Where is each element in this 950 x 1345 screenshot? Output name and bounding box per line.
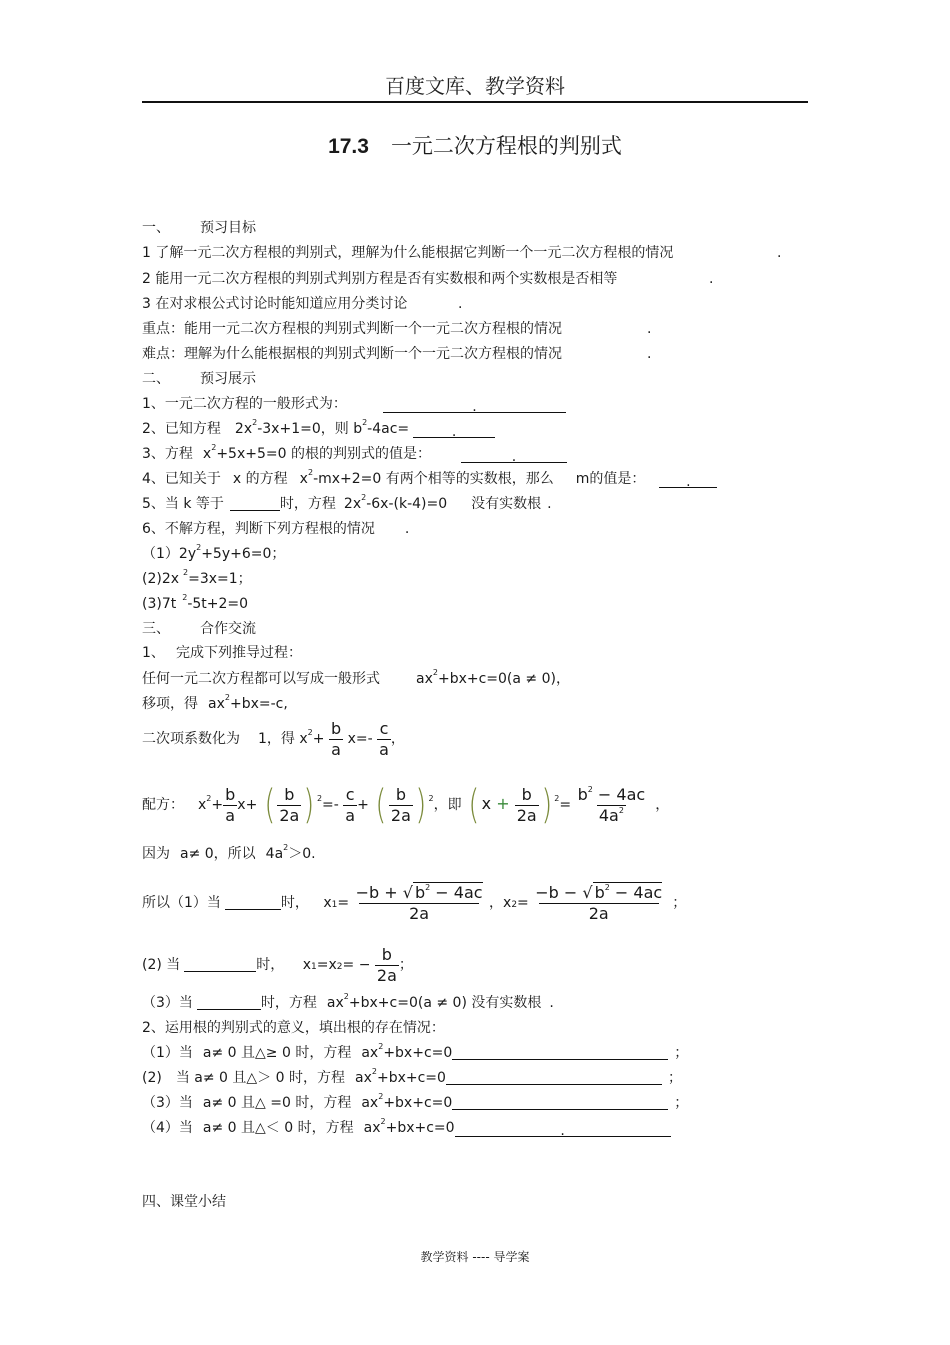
title-number: 17.3	[328, 135, 369, 158]
preview-q3: 3、方程 $x^2+5x+5=0$ 的根的判别式的值是： .	[142, 445, 567, 463]
fraction-b-over-a-2: $\frac{b}{a}$	[225, 784, 236, 825]
fraction-b-over-a: $\frac{b}{a}$	[330, 718, 342, 759]
footer: 教学资料 ---- 导学案	[420, 1250, 530, 1264]
difficulty-point: 难点：理解为什么能根据根的判别式判断一个一元二次方程根的情况 .	[142, 346, 652, 362]
fraction-c-over-a: $\frac{c}{a}$	[379, 718, 389, 759]
header-rule	[142, 101, 808, 103]
section-2-heading: 二、 预习展示	[142, 371, 256, 387]
derivation-intro: 1、 完成下列推导过程：	[142, 645, 302, 661]
goal-3: 3 在对求根公式讨论时能知道应用分类讨论 .	[142, 296, 463, 312]
right-paren-icon: )	[541, 782, 552, 828]
fraction-b-over-2a: $\frac{b}{2a}$	[279, 784, 300, 825]
fraction-b-over-2a-2: $\frac{b}{2a}$	[390, 784, 411, 825]
goal-1: 1 了解一元二次方程根的判别式，理解为什么能根据它判断一个一元二次方程根的情况 .	[142, 245, 782, 261]
goal-2: 2 能用一元二次方程根的判别式判别方程是否有实数根和两个实数根是否相等 .	[142, 271, 714, 287]
left-paren-icon: (	[264, 782, 276, 828]
complete-square: 配方： $x^2+$ $\frac{b}{a}$ x+ ( $\frac{b}{2a}$ ) $^2$=- $\frac{c}{a}$ + ( $\frac{b}{2a}$ ) $^2$，即 ( x + $\frac{b}{2a}$ ) $^2$= $\frac{b^2 - 4ac}{4a^2}$ ，	[142, 782, 670, 828]
preview-q6-2: (2)2x $^2$=3x=1；	[142, 568, 252, 587]
move-terms: 移项，得 $ax^2+bx=-c$,	[142, 693, 288, 712]
answer-blank-case-2[interactable]	[184, 957, 256, 972]
case-3: （3）当 时，方程 $ax^2+bx+c=0(a \ne 0)$ 没有实数根 .	[142, 992, 554, 1011]
fraction-b-over-2a-3: $\frac{b}{2a}$	[516, 784, 537, 825]
normalize-coefficient: 二次项系数化为 1，得 $x^2+$ $\frac{b}{a}$ x=- $\frac{c}{a}$ ，	[142, 718, 405, 759]
preview-q5: 5、当 k 等于 时，方程 $2x^2-6x-(k-4)=0$ 没有实数根 .	[142, 493, 552, 512]
root-case-2: (2) 当 a≠ 0 且△＞ 0 时，方程 $ax^2+bx+c=0$ ；	[142, 1067, 682, 1086]
right-paren-icon: )	[415, 782, 427, 828]
key-point: 重点：能用一元二次方程根的判别式判断一个一元二次方程根的情况 .	[142, 321, 652, 337]
answer-blank-5[interactable]	[230, 496, 280, 511]
case-1: 所以（1）当 时， x1= $\frac{-b + √ b^2 - 4ac}{2a}$ ，x2= $\frac{-b - √ b^2 - 4ac}{2a}$ ；	[142, 883, 687, 923]
section-3-heading: 三、 合作交流	[142, 621, 256, 637]
answer-blank-root-1[interactable]	[452, 1045, 668, 1060]
preview-q6-3: (3)7t $^2$-5t+2=0	[142, 593, 249, 612]
fraction-neg-b-over-2a: $\frac{b}{2a}$	[376, 944, 397, 985]
section-4-heading: 四、课堂小结	[142, 1194, 226, 1210]
general-form: 任何一元二次方程都可以写成一般形式 $ax^2+bx+c=0(a \ne 0)$，	[142, 668, 570, 687]
root-case-3: （3）当 a≠ 0 且△ =0 时，方程 $ax^2+bx+c=0$ ；	[142, 1092, 689, 1111]
answer-blank-root-4[interactable]: .	[455, 1122, 671, 1137]
because-line: 因为 a≠ 0，所以 $4a^2>0$.	[142, 843, 316, 862]
document-title	[0, 130, 950, 160]
preview-q6: 6、不解方程，判断下列方程根的情况 .	[142, 521, 410, 537]
answer-blank-root-3[interactable]	[452, 1095, 668, 1110]
preview-q1: 1、一元二次方程的一般形式为： .	[142, 395, 566, 413]
preview-q4: 4、已知关于 x 的方程 $x^2-mx+2=0$ 有两个相等的实数根，那么 m的值是： .	[142, 470, 717, 488]
answer-blank-4[interactable]: .	[659, 473, 717, 488]
header-title: 百度文库、教学资料	[385, 74, 565, 98]
root-formula-plus: $\frac{-b + √ b^2 - 4ac}{2a}$	[355, 883, 483, 923]
answer-blank-case-1[interactable]	[225, 895, 281, 910]
fraction-c-over-a-2: $\frac{c}{a}$	[345, 784, 356, 825]
left-paren-icon: (	[375, 782, 387, 828]
left-paren-icon: (	[468, 782, 480, 828]
answer-blank-case-3[interactable]	[197, 995, 261, 1010]
answer-blank-root-2[interactable]	[446, 1070, 662, 1085]
answer-blank-1[interactable]: .	[383, 398, 566, 413]
preview-q6-1: $(1)2y^2+5y+6=0$；	[142, 543, 286, 562]
answer-blank-2[interactable]: .	[413, 423, 495, 438]
title-text: 一元二次方程根的判别式	[390, 134, 622, 158]
preview-q2: 2、已知方程 $2x^2-3x+1=0$，则 $b^2-4ac=$ .	[142, 420, 495, 438]
discriminant-task: 2、运用根的判别式的意义，填出根的存在情况：	[142, 1020, 445, 1036]
answer-blank-3[interactable]: .	[461, 448, 567, 463]
root-case-4: （4）当 a≠ 0 且△＜ 0 时，方程 $ax^2+bx+c=0$ .	[142, 1119, 671, 1137]
root-formula-minus: $\frac{-b - √ b^2 - 4ac}{2a}$	[535, 883, 663, 923]
case-2: (2) 当 时， x1=x2= − $\frac{b}{2a}$ ；	[142, 944, 413, 985]
section-1-heading: 一、 预习目标	[142, 220, 256, 236]
fraction-discriminant-over-4a2: $\frac{b^2 - 4ac}{4a^2}$	[577, 784, 646, 825]
right-paren-icon: )	[303, 782, 315, 828]
root-case-1: （1）当 a≠ 0 且△≥ 0 时，方程 $ax^2+bx+c=0$ ；	[142, 1042, 689, 1061]
